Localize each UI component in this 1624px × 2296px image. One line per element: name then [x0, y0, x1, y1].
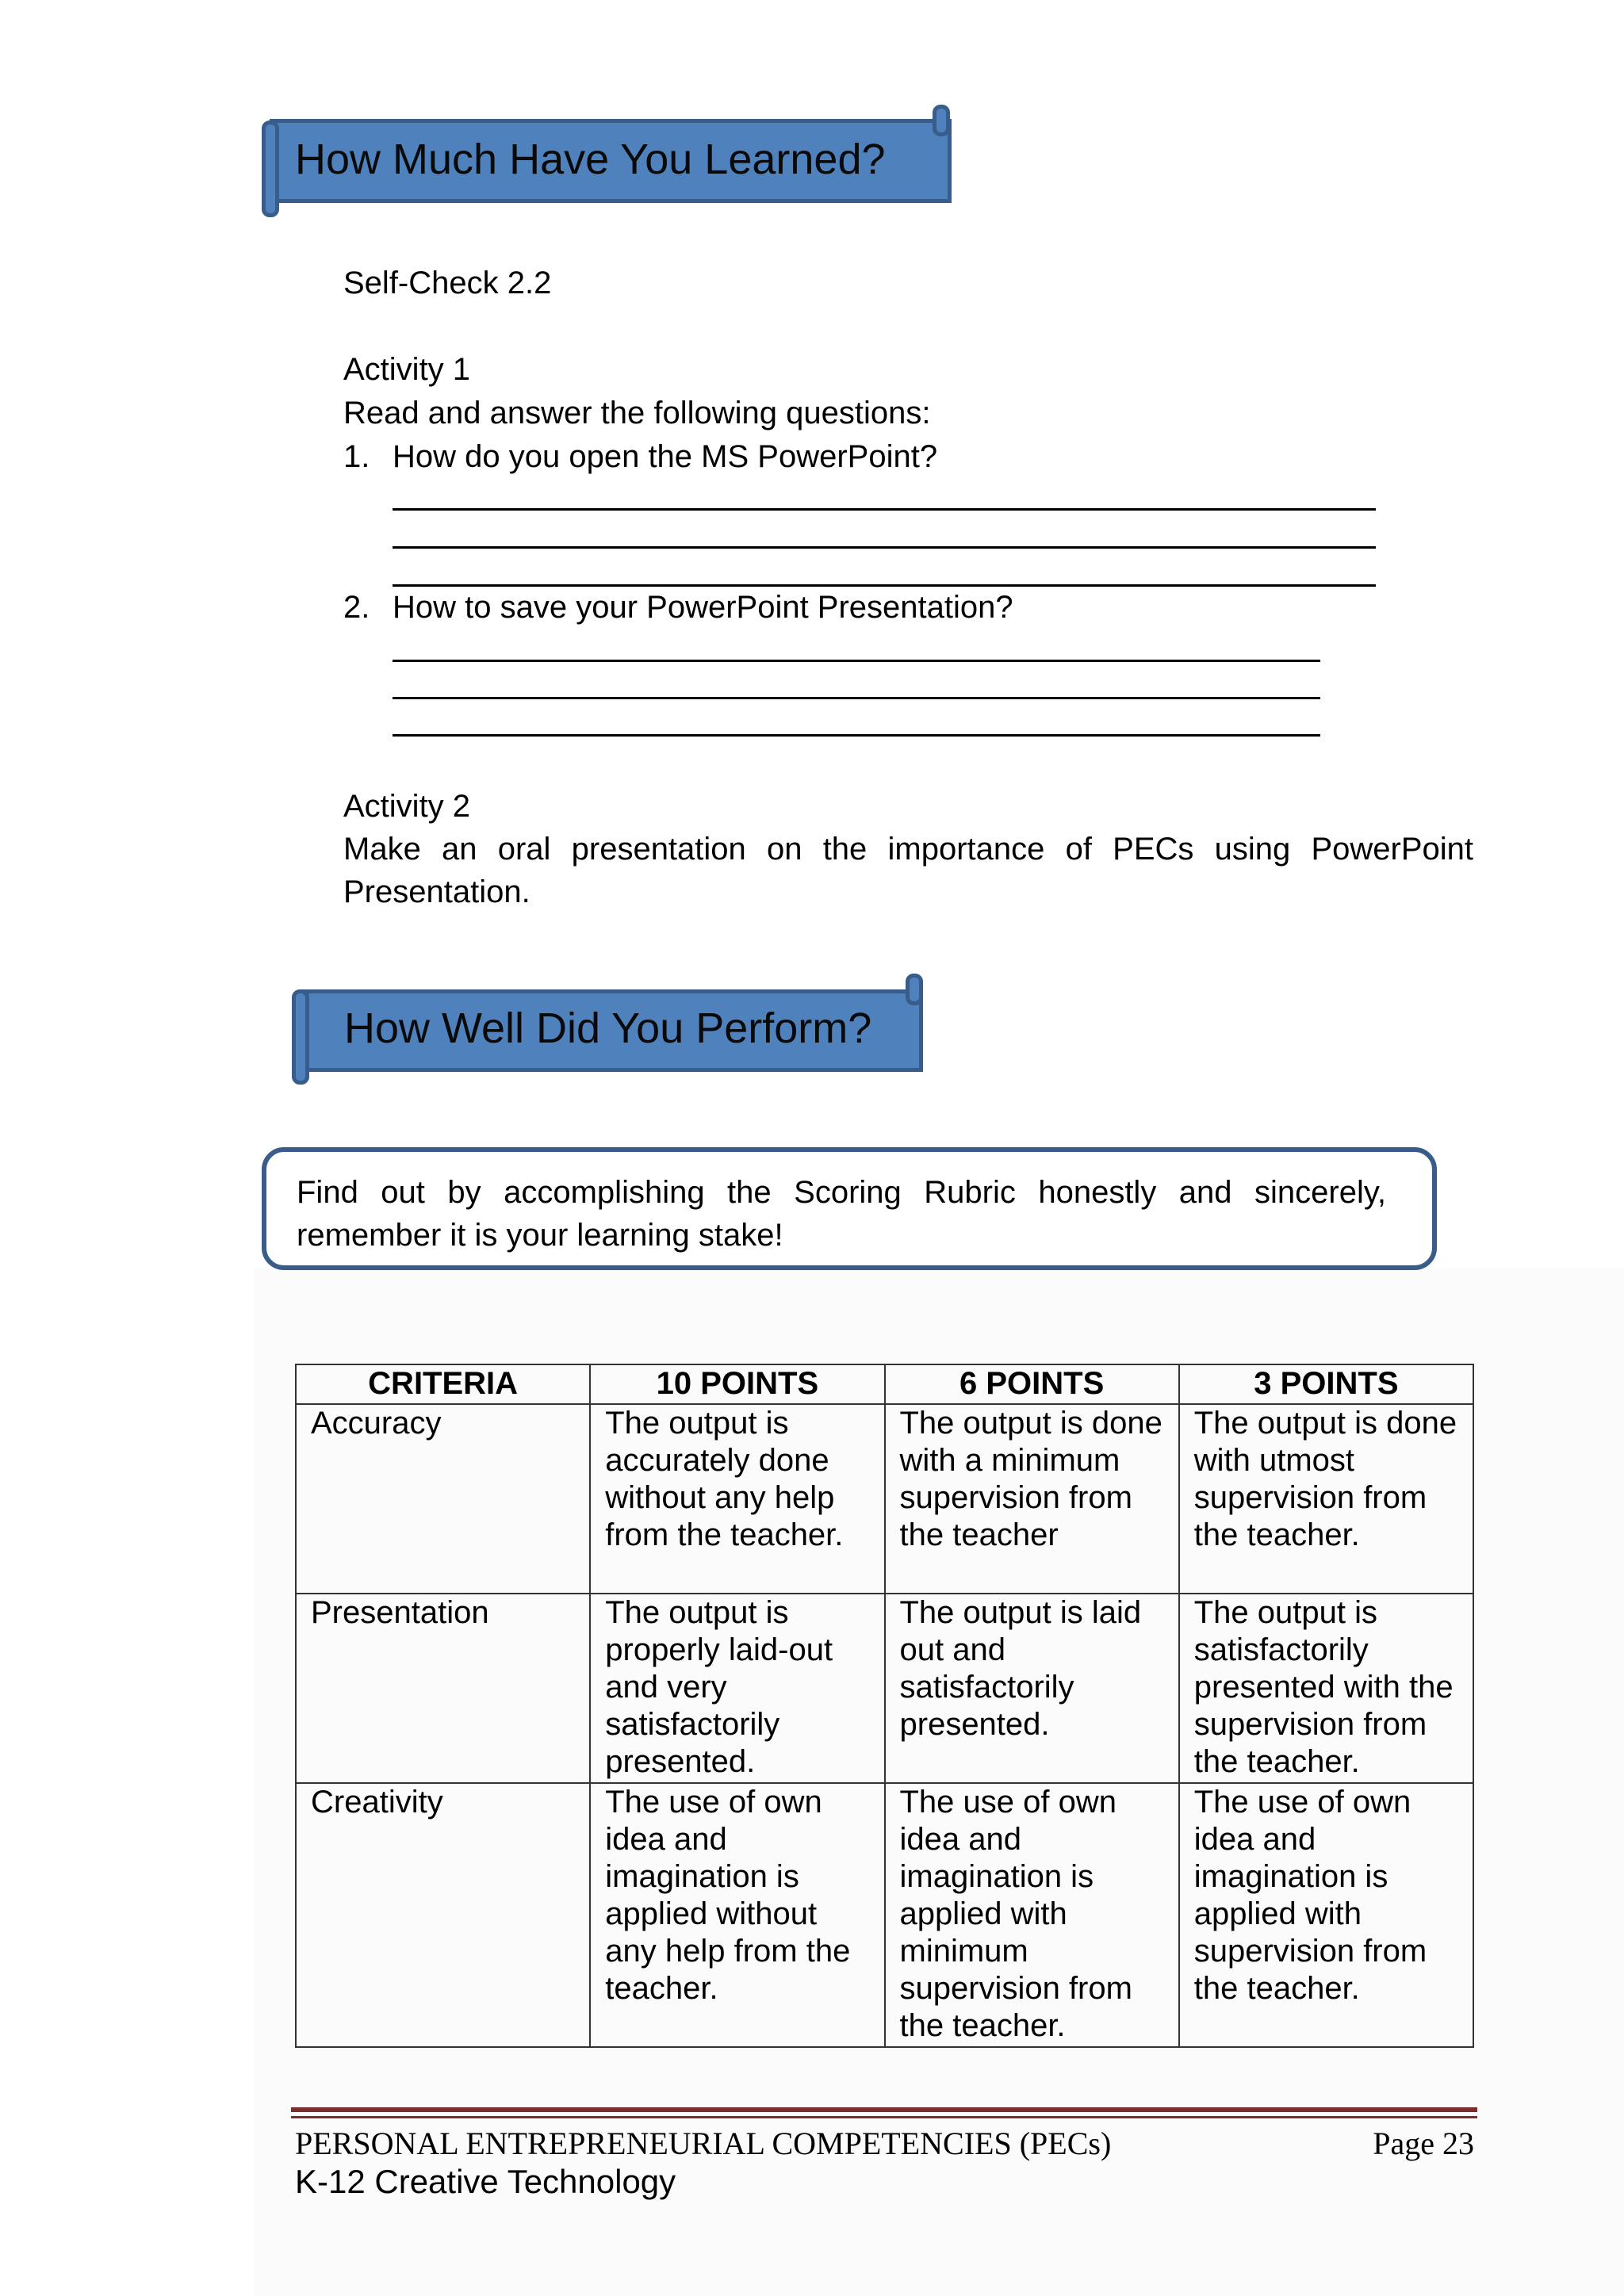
- perform-banner: [292, 974, 926, 1089]
- three-points-cell: The use of own idea and imagination is applied with supervision from the teacher.: [1179, 1783, 1473, 2047]
- three-points-cell: The output is done with utmost supervision from the teacher.: [1179, 1404, 1473, 1594]
- ten-points-cell: The use of own idea and imagination is applied without any help from the teacher.: [590, 1783, 884, 2047]
- criteria-cell: Accuracy: [296, 1404, 590, 1594]
- footer-divider: [291, 2107, 1477, 2112]
- column-header-3-points: 3 POINTS: [1179, 1364, 1473, 1404]
- activity1-heading: Activity 1: [343, 352, 471, 387]
- activity2-heading: Activity 2: [343, 789, 471, 824]
- question-text: How to save your PowerPoint Presentation?: [393, 590, 1013, 625]
- answer-line: [393, 734, 1320, 737]
- rubric-instruction-line2: remember it is your learning stake!: [297, 1218, 783, 1253]
- ten-points-cell: The output is properly laid-out and very satisfactorily presented.: [590, 1594, 884, 1783]
- column-header-6-points: 6 POINTS: [885, 1364, 1179, 1404]
- answer-line: [393, 660, 1320, 662]
- scoring-rubric-table: [295, 1364, 1474, 2048]
- table-row: [296, 1783, 1473, 2047]
- column-header-10-points: 10 POINTS: [590, 1364, 884, 1404]
- six-points-cell: The use of own idea and imagination is applied with minimum supervision from the teacher.: [885, 1783, 1179, 2047]
- table-header-row: [296, 1364, 1473, 1404]
- question-number: 2.: [343, 590, 370, 625]
- perform-banner-title: How Well Did You Perform?: [344, 1004, 872, 1052]
- six-points-cell: The output is done with a minimum supervision from the teacher: [885, 1404, 1179, 1594]
- activity2-instruction-line2: Presentation.: [343, 874, 530, 909]
- rubric-instruction-line1: Find out by accomplishing the Scoring Rubric honestly and sincerely,: [297, 1175, 1386, 1210]
- page-number: Page 23: [1373, 2126, 1474, 2161]
- ten-points-cell: The output is accurately done without any help from the teacher.: [590, 1404, 884, 1594]
- column-header-criteria: CRITERIA: [296, 1364, 590, 1404]
- criteria-cell: Creativity: [296, 1783, 590, 2047]
- table-row: [296, 1404, 1473, 1594]
- table-row: [296, 1594, 1473, 1783]
- learned-banner: [262, 105, 953, 222]
- learned-banner-title: How Much Have You Learned?: [295, 136, 886, 183]
- activity2-instruction-line1: Make an oral presentation on the importance of PECs using PowerPoint: [343, 832, 1473, 867]
- answer-line: [393, 508, 1376, 511]
- footer-divider: [291, 2116, 1477, 2118]
- three-points-cell: The output is satisfactorily presented with the supervision from the teacher.: [1179, 1594, 1473, 1783]
- question-number: 1.: [343, 439, 370, 474]
- self-check-title: Self-Check 2.2: [343, 266, 552, 300]
- six-points-cell: The output is laid out and satisfactorily presented.: [885, 1594, 1179, 1783]
- criteria-cell: Presentation: [296, 1594, 590, 1783]
- answer-line: [393, 697, 1320, 699]
- question-text: How do you open the MS PowerPoint?: [393, 439, 938, 474]
- footer-subtitle: K-12 Creative Technology: [295, 2163, 676, 2200]
- answer-line: [393, 546, 1376, 549]
- footer-title: PERSONAL ENTREPRENEURIAL COMPETENCIES (PECs): [295, 2126, 1112, 2161]
- rubric-instruction-box: [262, 1147, 1437, 1270]
- activity1-instruction: Read and answer the following questions:: [343, 396, 931, 430]
